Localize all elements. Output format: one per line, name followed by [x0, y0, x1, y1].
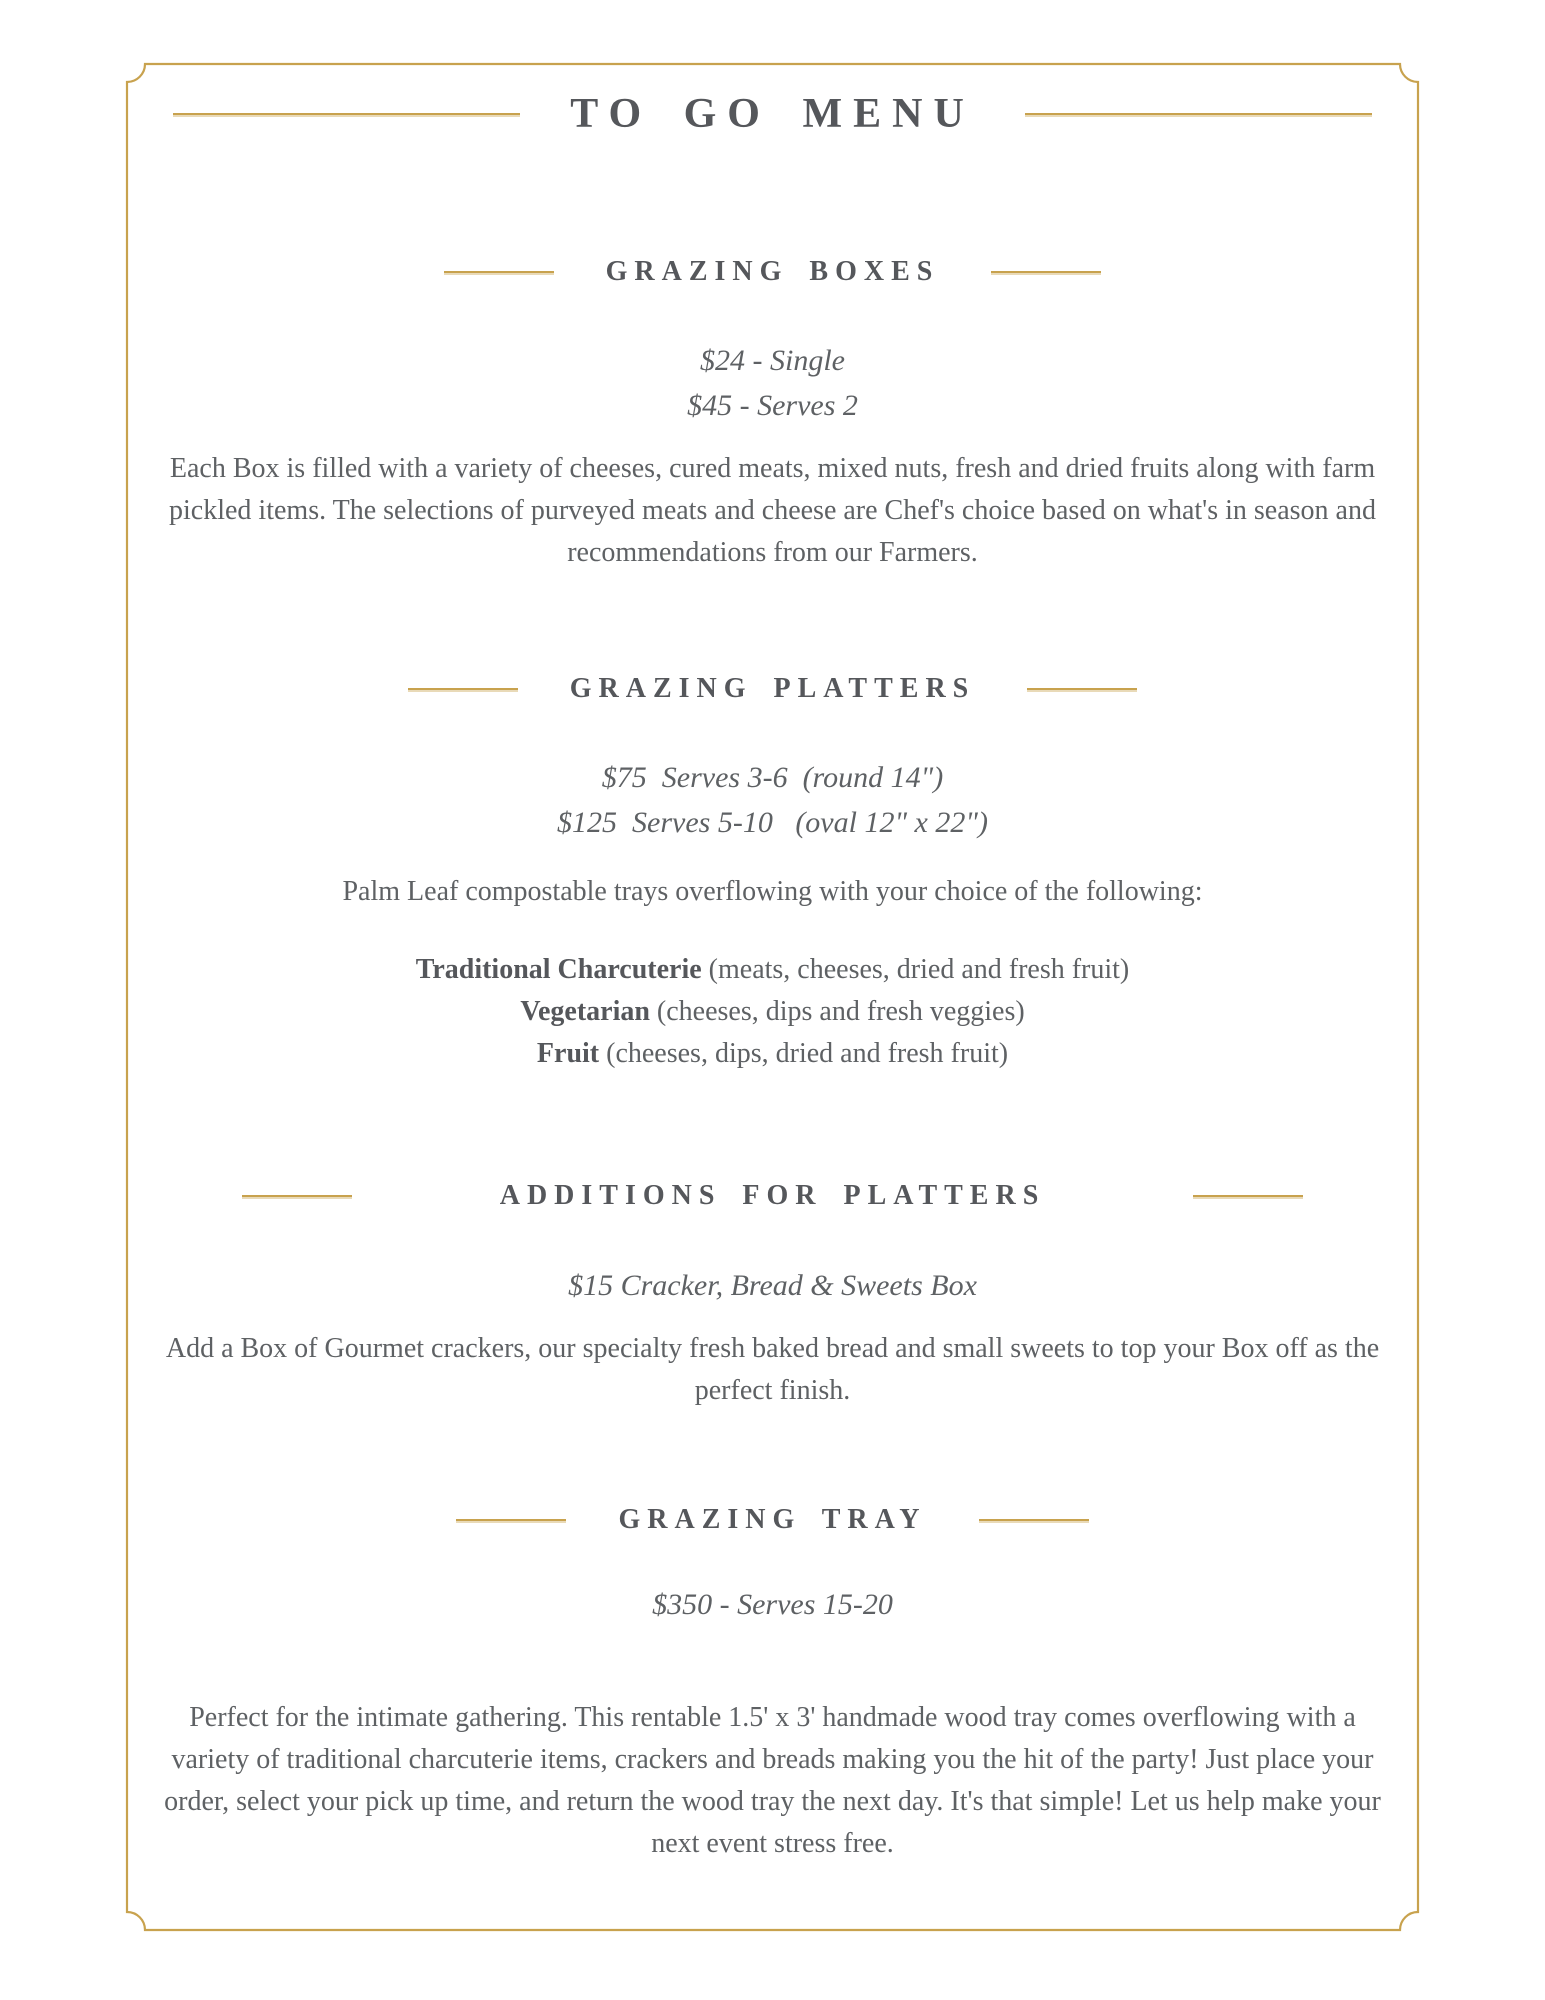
section-heading: GRAZING TRAY: [618, 1503, 927, 1535]
price-list: [0, 338, 1545, 428]
section-grazing-platters: [0, 673, 1545, 1075]
gold-rule-right: [991, 271, 1101, 273]
gold-rule-left: [456, 1519, 566, 1521]
option-name: Fruit: [536, 1038, 600, 1070]
page-title: TO GO MENU: [570, 91, 975, 137]
gold-rule-left: [444, 271, 554, 273]
gold-rule-left: [408, 688, 518, 690]
gold-rule-right: [979, 1519, 1089, 1521]
price-line: $350 - Serves 15-20: [652, 1587, 893, 1621]
option-description: (cheeses, dips and fresh veggies): [649, 996, 1025, 1028]
menu-title-row: [0, 93, 1545, 135]
option-name: Vegetarian: [520, 996, 650, 1028]
section-heading-row: [0, 1504, 1545, 1536]
section-heading: GRAZING BOXES: [605, 256, 940, 287]
gold-rule-left: [242, 1195, 352, 1197]
gold-rule-right: [1027, 688, 1137, 690]
price-line: $15 Cracker, Bread & Sweets Box: [568, 1268, 977, 1302]
section-grazing-boxes: [0, 256, 1545, 574]
section-description: Palm Leaf compostable trays overflowing with your choice of the following:: [342, 876, 1203, 908]
section-heading: GRAZING PLATTERS: [569, 673, 976, 705]
price-list: [0, 1263, 1545, 1308]
section-description: Perfect for the intimate gathering. This rentable 1.5' x 3' handmade wood tray comes overflowing with a variety of traditional charcuterie items, crackers and breads making you the hit of the party! Just place your order, select your pick up time, and return the wood tray the next day. It's that simple! Let us help make your next event stress free.: [164, 1701, 1381, 1859]
section-heading: ADDITIONS FOR PLATTERS: [499, 1180, 1046, 1212]
gold-rule-right: [1025, 113, 1372, 115]
price-line: $24 - Single: [700, 344, 845, 378]
price-line: $125 Serves 5-10 (oval 12" x 22"): [557, 806, 988, 840]
gold-rule-right: [1193, 1195, 1303, 1197]
gold-rule-left: [173, 113, 520, 115]
price-line: $75 Serves 3-6 (round 14"): [601, 761, 944, 795]
platter-options-list: [0, 949, 1545, 1075]
price-list: [0, 1582, 1545, 1627]
platter-option-traditional-charcuterie: [0, 949, 1545, 991]
option-description: (cheeses, dips, dried and fresh fruit): [599, 1038, 1009, 1070]
option-name: Traditional Charcuterie: [415, 954, 702, 986]
section-grazing-tray: [0, 1504, 1545, 1865]
section-description: Add a Box of Gourmet crackers, our specialty fresh baked bread and small sweets to top your Box off as the perfect finish.: [165, 1332, 1380, 1406]
platter-option-fruit: [0, 1033, 1545, 1075]
section-description: Each Box is filled with a variety of cheeses, cured meats, mixed nuts, fresh and dried fruits along with farm pickled items. The selections of purveyed meats and cheese are Chef's choice based on what's in season and recommendations from our Farmers.: [169, 453, 1376, 569]
section-heading-row: [0, 1180, 1545, 1212]
platter-option-vegetarian: [0, 991, 1545, 1033]
section-heading-row: [0, 256, 1545, 288]
section-heading-row: [0, 673, 1545, 705]
option-description: (meats, cheeses, dried and fresh fruit): [701, 954, 1130, 986]
section-additions-for-platters: [0, 1180, 1545, 1411]
price-line: $45 - Serves 2: [687, 389, 858, 423]
price-list: [0, 755, 1545, 845]
